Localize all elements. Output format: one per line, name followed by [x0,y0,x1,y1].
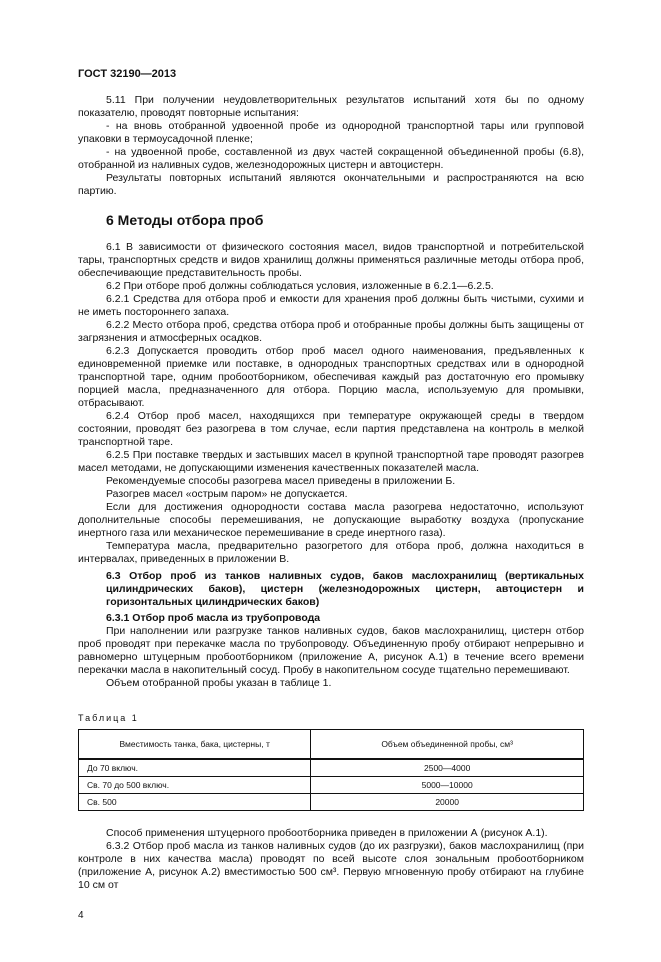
document-header: ГОСТ 32190—2013 [78,68,177,80]
table-cell: 5000—10000 [311,777,584,794]
paragraph: Разогрев масел «острым паром» не допускается. [106,488,348,500]
paragraph: 5.11 При получении неудовлетворительных результатов испытаний хотя бы по одному показателю, проводят повторные испытания: [78,94,584,119]
paragraph: 6.2.4 Отбор проб масел, находящихся при температуре окружающей среды в твердом состоянии, проводят без разогрева в том случае, если партия представлена на контроль в мелкой транспортной таре. [78,410,584,448]
table-row [79,759,584,777]
paragraph: Температура масла, предварительно разогретого для отбора проб, должна находиться в интервалах, приведенных в приложении В. [78,540,584,565]
paragraph: - на удвоенной пробе, составленной из двух частей сокращенной объединенной пробы (6.8), отобранной из наливных судов, железнодорожных цистерн и автоцистерн. [78,146,584,171]
table-cell: До 70 включ. [79,759,311,777]
paragraph: Результаты повторных испытаний являются окончательными и распространяются на всю партию. [78,172,584,197]
paragraph: - на вновь отобранной удвоенной пробе из однородной транспортной тары или групповой упаковки в термоусадочной пленке; [78,120,584,145]
paragraph: Рекомендуемые способы разогрева масел приведены в приложении Б. [106,475,456,487]
subsection-heading-6-3: 6.3 Отбор проб из танков наливных судов, баков маслохранилищ (вертикальных цилиндрических баков), цистерн (железнодорожных цистерн, автоцистерн и горизонтальных цилиндрических баков) [106,570,584,608]
paragraph: 6.2.3 Допускается проводить отбор проб масел одного наименования, предъявленных к единовременной приемке или поставке, в однородных транспортных средствах или в однородной транспортной таре, одним пробоотборником, обеспечивая каждый раз достаточную его промывку порцией масла, предназначенного для отбора. Порцию масла, используемую для промывки, отбрасывают. [78,345,584,409]
paragraph: 6.2.5 При поставке твердых и застывших масел в крупной транспортной таре проводят разогрев масел методами, не допускающими изменения качественных показателей масла. [78,449,584,474]
paragraph: При наполнении или разгрузке танков наливных судов, баков маслохранилищ, цистерн отбор проб проводят при перекачке масла по трубопроводу. Объединенную пробу отбирают непрерывно и равномерно штуцерным пробоотборником (приложение А, рисунок А.1) в течение всего времени перекачки масла в накопительный сосуд. Пробу в накопительном сосуде тщательно перемешивают. [78,625,584,676]
table-cell: 2500—4000 [311,759,584,777]
table-caption: Таблица 1 [78,713,139,723]
paragraph: 6.1 В зависимости от физического состояния масел, видов транспортной и потребительской тары, транспортных средств и видов хранилищ должны применяться различные методы отбора проб, обеспечивающие представительность пробы. [78,241,584,279]
table-cell: 20000 [311,794,584,811]
paragraph: 6.2.1 Средства для отбора проб и емкости для хранения проб должны быть чистыми, сухими и не иметь постороннего запаха. [78,293,584,318]
paragraph: 6.2.2 Место отбора проб, средства отбора проб и отобранные пробы должны быть защищены от загрязнения и атмосферных осадков. [78,319,584,344]
section-heading: 6 Методы отбора проб [106,212,264,228]
table-header-row [79,730,584,760]
page-number: 4 [78,910,84,921]
subsection-heading-6-3-1: 6.3.1 Отбор проб масла из трубопровода [106,612,321,624]
table-row [79,794,584,811]
table-cell: Св. 500 [79,794,311,811]
paragraph: Если для достижения однородности состава масла разогрева недостаточно, используют дополнительные способы перемешивания, не допускающие выработку воздуха (пропускание инертного газа или механическое перемешивание в среде инертного газа). [78,501,584,539]
table-cell: Св. 70 до 500 включ. [79,777,311,794]
column-header: Вместимость танка, бака, цистерны, т [79,730,311,760]
sample-volume-table [78,729,584,811]
paragraph: Способ применения штуцерного пробоотборника приведен в приложении А (рисунок А.1). [106,827,548,839]
column-header: Объем объединенной пробы, см³ [311,730,584,760]
document-page [78,0,584,962]
paragraph: 6.3.2 Отбор проб масла из танков наливных судов (до их разгрузки), баков маслохранилищ (при контроле в них качества масла) проводят по всей высоте слоя зональным пробоотборником (приложение А, рисунок А.2) вместимостью 500 см³. Первую мгновенную пробу отбирают на глубине 10 см от [78,840,584,891]
paragraph: 6.2 При отборе проб должны соблюдаться условия, изложенные в 6.2.1—6.2.5. [106,280,494,292]
paragraph: Объем отобранной пробы указан в таблице 1. [106,677,332,689]
table-row [79,777,584,794]
